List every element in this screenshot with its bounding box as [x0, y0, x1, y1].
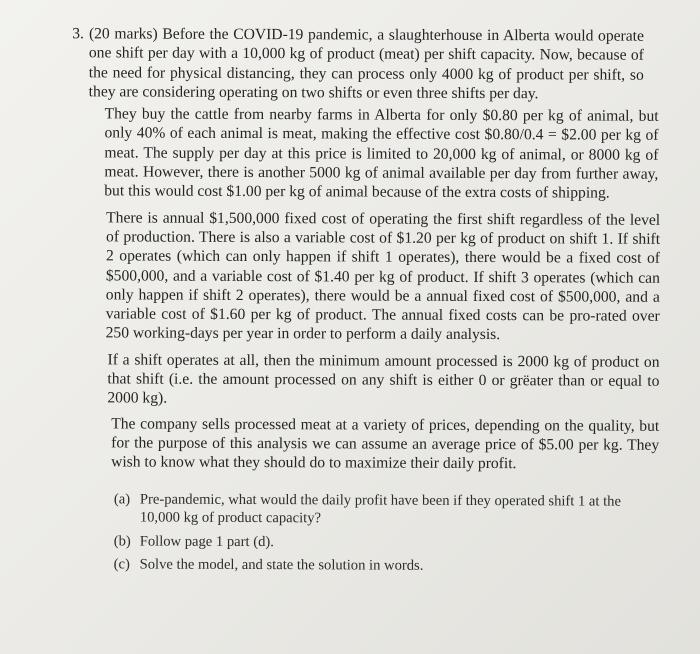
paragraph-minimum-amount: If a shift operates at all, then the minimum amount processed is 2000 kg of product on that shift (i.e. the amount processed on any shift is either 0 or grëater than or equal to 2000 kg). [107, 351, 660, 407]
part-b-label: (b) [113, 532, 131, 550]
part-c [114, 555, 654, 576]
part-c-label: (c) [113, 556, 130, 573]
part-a-text: Pre-pandemic, what would the daily profit have been if they operated shift 1 at the 10,000 kg of product capacity? [139, 491, 621, 527]
part-a-label: (a) [113, 490, 131, 508]
part-a [114, 490, 654, 529]
paragraph-shift-costs: There is annual $1,500,000 fixed cost of operating the first shift regardless of the level of production. There is also a variable cost of $1.20 per kg of product on shift 1. If shift 2 operates (which can only happen if shift 1 operates), there would be a fixed cost of $500,000, and a variable cost of $1.40 per kg of product. If shift 3 operates (which can only happen if shift 2 operates), there would be a annual fixed cost of $500,000, and a variable cost of $1.60 per kg of product. The annual fixed costs can be pro-rated over 250 working-days per year in order to perform a daily analysis. [105, 209, 661, 344]
paragraph-cattle-cost: They buy the cattle from nearby farms in Alberta for only $0.80 per kg of animal, but only 40% of each animal is meat, making the effective cost $0.80/0.4 = $2.00 per kg of meat. The supply per day at this price is limited to 20,000 kg of animal, or 8000 kg of meat. However, there is another 5000 kg of animal available per day from further away, but this would cost $1.00 per kg of animal because of the extra costs of shipping. [104, 105, 659, 202]
problem-3 [18, 24, 680, 581]
problem-intro: (20 marks) Before the COVID-19 pandemic, a slaughterhouse in Alberta would operate one shift per day with a 10,000 kg of product (meat) per shift capacity. Now, because of the need for physical distancing, they can process only 4000 kg of product per shift, so they are considering operating on two shifts or even three shifts per day. [88, 25, 644, 103]
paragraph-selling-price: The company sells processed meat at a variety of prices, depending on the quality, but for the purpose of this analysis we can assume an average price of $5.00 per kg. They wish to know what they should do to maximize their daily profit. [111, 415, 660, 473]
part-c-text: Solve the model, and state the solution in words. [139, 556, 424, 574]
part-b [114, 532, 654, 553]
part-b-text: Follow page 1 part (d). [139, 533, 274, 550]
question-parts [114, 490, 654, 576]
problem-number: 3. [72, 25, 84, 43]
problem-header [20, 24, 680, 104]
